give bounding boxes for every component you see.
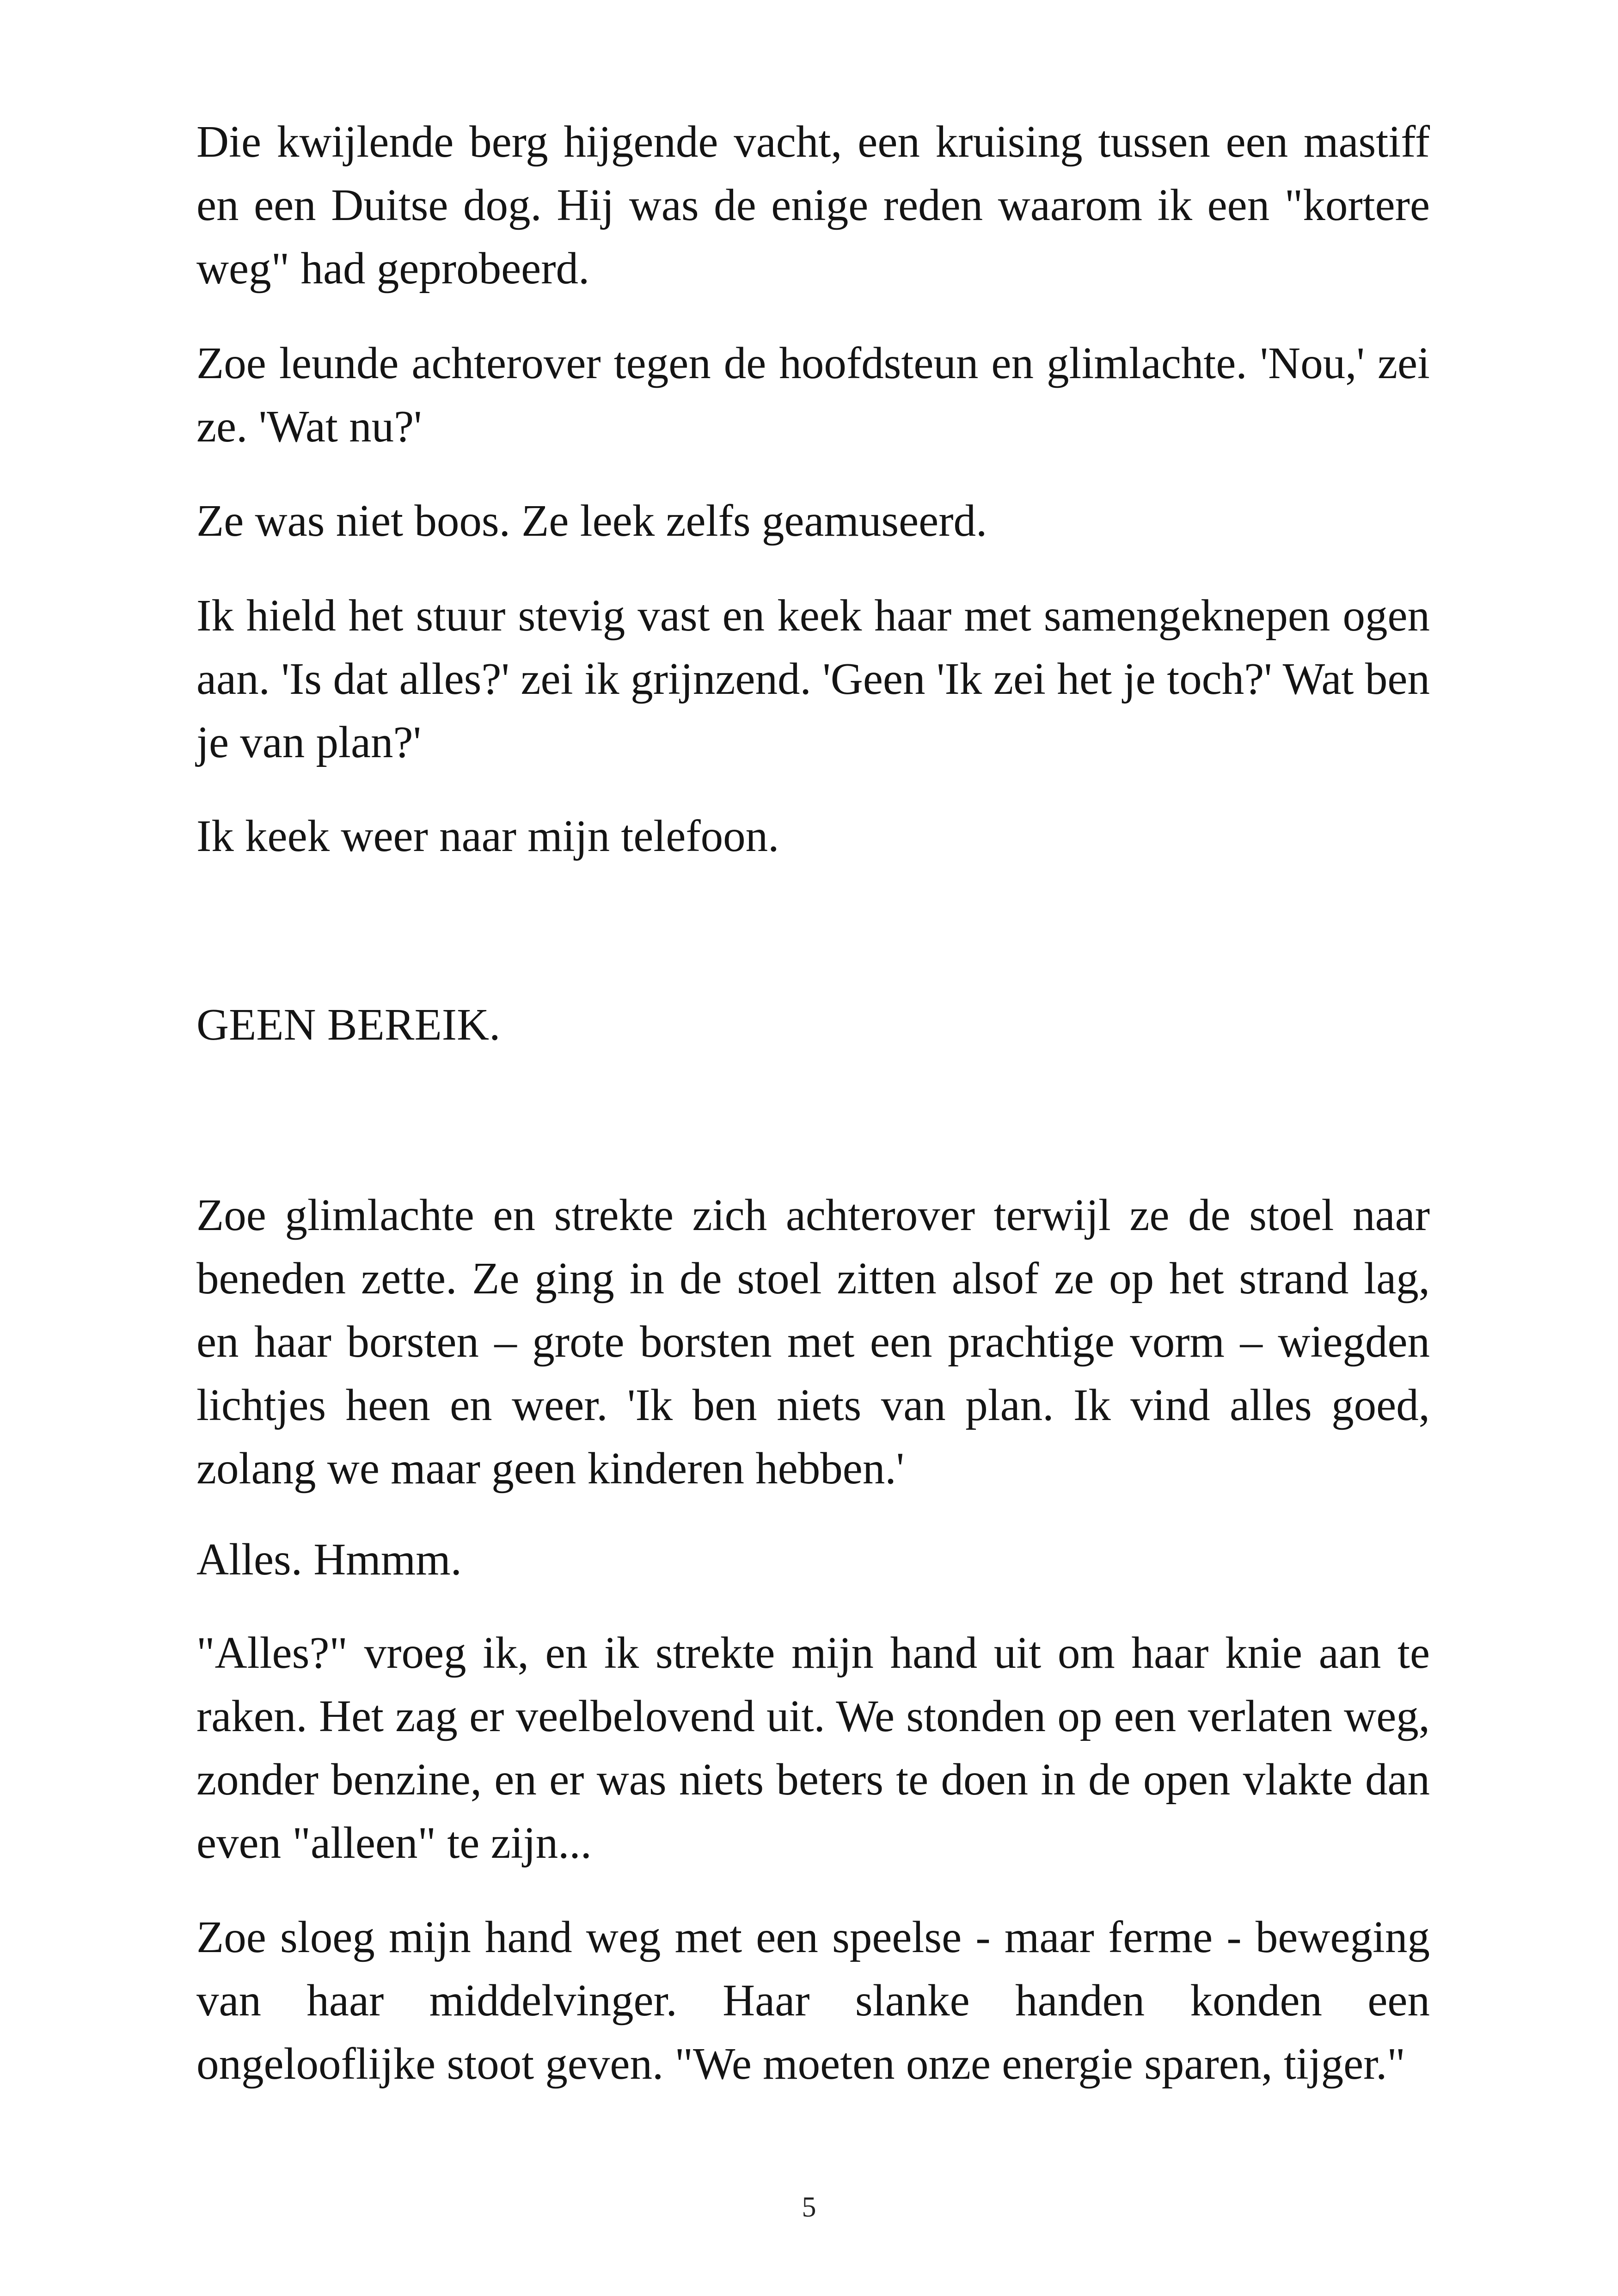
paragraph-1: Die kwijlende berg hijgende vacht, een kruising tussen een mastiff en een Duitse dog. Hij was de enige reden waarom ik een "kortere weg" had geprobeerd. <box>196 117 1430 293</box>
section-heading: GEEN BEREIK. <box>196 1000 501 1049</box>
paragraph-4: Ik hield het stuur stevig vast en keek haar met samengeknepen ogen aan. 'Is dat alles?' zei ik grijnzend. 'Geen 'Ik zei het je toch?' Wat ben je van plan?' <box>196 591 1430 767</box>
paragraph-9: Zoe sloeg mijn hand weg met een speelse - maar ferme - beweging van haar middelvinger. Haar slanke handen konden een ongelooflijke stoot geven. "We moeten onze energie sparen, tijger." <box>196 1912 1430 2088</box>
paragraph-7: Alles. Hmmm. <box>196 1535 462 1584</box>
paragraph-6: Zoe glimlachte en strekte zich achterover terwijl ze de stoel naar beneden zette. Ze ging in de stoel zitten alsof ze op het strand lag, en haar borsten – grote borsten met een prachtige vorm – wiegden lichtjes heen en weer. 'Ik ben niets van plan. Ik vind alles goed, zolang we maar geen kinderen hebben.' <box>196 1190 1430 1493</box>
paragraph-2: Zoe leunde achterover tegen de hoofdsteun en glimlachte. 'Nou,' zei ze. 'Wat nu?' <box>196 338 1430 451</box>
paragraph-5: Ik keek weer naar mijn telefoon. <box>196 811 779 861</box>
page-number: 5 <box>802 2192 816 2223</box>
paragraph-8: "Alles?" vroeg ik, en ik strekte mijn hand uit om haar knie aan te raken. Het zag er veelbelovend uit. We stonden op een verlaten weg, zonder benzine, en er was niets beters te doen in de open vlakte dan even "alleen" te zijn... <box>196 1628 1430 1867</box>
paragraph-3: Ze was niet boos. Ze leek zelfs geamuseerd. <box>196 496 987 545</box>
